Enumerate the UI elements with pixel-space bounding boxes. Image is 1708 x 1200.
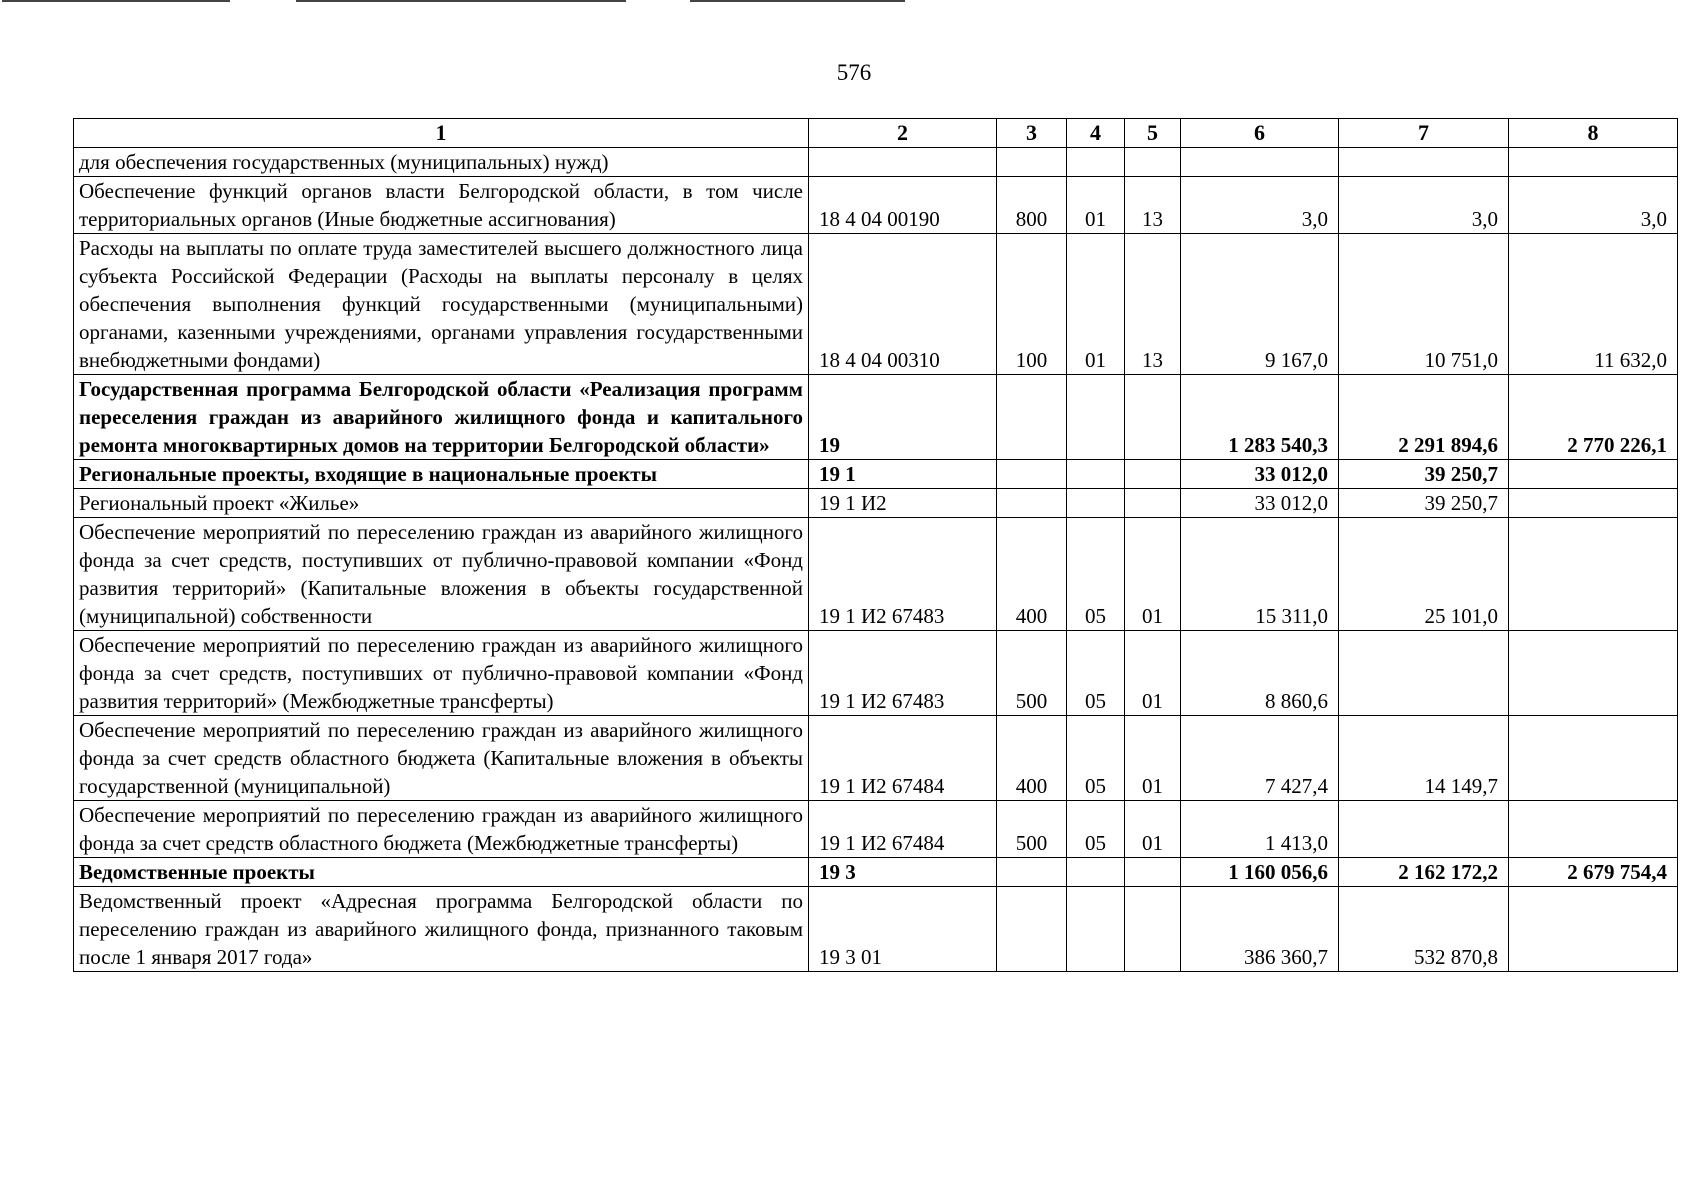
row-value-col6: 9 167,0 (1181, 234, 1339, 375)
row-value-col6 (1181, 148, 1339, 177)
row-value-col8: 2 679 754,4 (1509, 858, 1678, 887)
row-col4: 01 (1067, 234, 1125, 375)
row-value-col7 (1339, 148, 1509, 177)
row-description: Ведомственные проекты (74, 858, 809, 887)
row-value-col8 (1509, 489, 1678, 518)
row-value-col7: 39 250,7 (1339, 489, 1509, 518)
row-value-col8: 3,0 (1509, 177, 1678, 234)
column-header: 2 (809, 119, 997, 148)
row-value-col7: 25 101,0 (1339, 518, 1509, 631)
row-value-col6: 33 012,0 (1181, 460, 1339, 489)
row-col3: 400 (997, 716, 1067, 801)
column-header: 4 (1067, 119, 1125, 148)
row-value-col8 (1509, 460, 1678, 489)
row-value-col7: 3,0 (1339, 177, 1509, 234)
table-row (74, 518, 1678, 631)
row-value-col7: 532 870,8 (1339, 887, 1509, 972)
column-header: 6 (1181, 119, 1339, 148)
row-value-col7: 2 291 894,6 (1339, 375, 1509, 460)
row-description: Обеспечение функций органов власти Белгородской области, в том числе территориальных органов (Иные бюджетные ассигнования) (74, 177, 809, 234)
row-col5: 13 (1125, 234, 1181, 375)
row-code: 19 (809, 375, 997, 460)
table-row (74, 489, 1678, 518)
row-value-col7 (1339, 631, 1509, 716)
column-header: 1 (74, 119, 809, 148)
row-value-col6: 15 311,0 (1181, 518, 1339, 631)
table-row (74, 887, 1678, 972)
row-code: 19 1 И2 (809, 489, 997, 518)
row-col4: 05 (1067, 801, 1125, 858)
budget-table (73, 118, 1678, 972)
column-header: 8 (1509, 119, 1678, 148)
row-col3 (997, 460, 1067, 489)
table-row (74, 234, 1678, 375)
table-header-row (74, 119, 1678, 148)
row-description: Государственная программа Белгородской области «Реализация программ переселения граждан из аварийного жилищного фонда и капитального ремонта многоквартирных домов на территории Белгородской области» (74, 375, 809, 460)
row-col3 (997, 489, 1067, 518)
row-value-col6: 3,0 (1181, 177, 1339, 234)
row-code: 19 1 И2 67484 (809, 716, 997, 801)
row-col4 (1067, 375, 1125, 460)
row-col4 (1067, 489, 1125, 518)
row-value-col7: 2 162 172,2 (1339, 858, 1509, 887)
row-value-col7: 14 149,7 (1339, 716, 1509, 801)
row-col5 (1125, 460, 1181, 489)
table-row (74, 148, 1678, 177)
table-row (74, 858, 1678, 887)
row-col3: 400 (997, 518, 1067, 631)
row-value-col6: 1 413,0 (1181, 801, 1339, 858)
row-description: Обеспечение мероприятий по переселению граждан из аварийного жилищного фонда за счет средств, поступивших от публично-правовой компании «Фонд развития территорий» (Межбюджетные трансферты) (74, 631, 809, 716)
row-value-col6: 7 427,4 (1181, 716, 1339, 801)
row-col5: 01 (1125, 801, 1181, 858)
row-value-col8 (1509, 518, 1678, 631)
row-col4 (1067, 858, 1125, 887)
row-col3 (997, 858, 1067, 887)
row-value-col8 (1509, 716, 1678, 801)
row-col4: 05 (1067, 631, 1125, 716)
row-value-col7: 10 751,0 (1339, 234, 1509, 375)
row-col3: 100 (997, 234, 1067, 375)
row-code: 19 1 И2 67483 (809, 631, 997, 716)
row-value-col8 (1509, 631, 1678, 716)
row-code: 19 1 И2 67484 (809, 801, 997, 858)
row-col4 (1067, 148, 1125, 177)
row-description: Обеспечение мероприятий по переселению граждан из аварийного жилищного фонда за счет средств, поступивших от публично-правовой компании «Фонд развития территорий» (Капитальные вложения в объекты государственной (муниципальной) собственности (74, 518, 809, 631)
row-col5: 13 (1125, 177, 1181, 234)
row-col3 (997, 375, 1067, 460)
row-col5: 01 (1125, 518, 1181, 631)
table-row (74, 631, 1678, 716)
row-col4 (1067, 887, 1125, 972)
row-code: 19 1 (809, 460, 997, 489)
row-col3: 500 (997, 631, 1067, 716)
column-header: 3 (997, 119, 1067, 148)
row-code: 18 4 04 00190 (809, 177, 997, 234)
table-row (74, 801, 1678, 858)
row-col4: 05 (1067, 716, 1125, 801)
row-col4: 01 (1067, 177, 1125, 234)
table-row (74, 177, 1678, 234)
table-body (74, 148, 1678, 972)
row-value-col8: 2 770 226,1 (1509, 375, 1678, 460)
page-number: 576 (836, 60, 872, 85)
row-description: Региональные проекты, входящие в национальные проекты (74, 460, 809, 489)
row-value-col6: 8 860,6 (1181, 631, 1339, 716)
row-col5 (1125, 887, 1181, 972)
row-value-col8 (1509, 887, 1678, 972)
row-value-col6: 33 012,0 (1181, 489, 1339, 518)
table-row (74, 375, 1678, 460)
column-header: 5 (1125, 119, 1181, 148)
row-value-col7 (1339, 801, 1509, 858)
row-value-col6: 386 360,7 (1181, 887, 1339, 972)
row-col5 (1125, 148, 1181, 177)
row-col3: 800 (997, 177, 1067, 234)
row-col3 (997, 148, 1067, 177)
row-col4: 05 (1067, 518, 1125, 631)
row-description: Ведомственный проект «Адресная программа Белгородской области по переселению граждан из аварийного жилищного фонда, признанного таковым после 1 января 2017 года» (74, 887, 809, 972)
row-col3 (997, 887, 1067, 972)
row-value-col6: 1 283 540,3 (1181, 375, 1339, 460)
row-code (809, 148, 997, 177)
row-value-col6: 1 160 056,6 (1181, 858, 1339, 887)
row-value-col8 (1509, 148, 1678, 177)
table-row (74, 460, 1678, 489)
row-code: 19 1 И2 67483 (809, 518, 997, 631)
row-description: Обеспечение мероприятий по переселению граждан из аварийного жилищного фонда за счет средств областного бюджета (Межбюджетные трансферты) (74, 801, 809, 858)
scan-artifact-lines (0, 0, 1708, 4)
row-value-col7: 39 250,7 (1339, 460, 1509, 489)
row-description: для обеспечения государственных (муниципальных) нужд) (74, 148, 809, 177)
row-col5: 01 (1125, 716, 1181, 801)
row-value-col8: 11 632,0 (1509, 234, 1678, 375)
row-description: Региональный проект «Жилье» (74, 489, 809, 518)
row-code: 19 3 01 (809, 887, 997, 972)
row-col5 (1125, 375, 1181, 460)
row-col5 (1125, 858, 1181, 887)
row-description: Расходы на выплаты по оплате труда заместителей высшего должностного лица субъекта Российской Федерации (Расходы на выплаты персоналу в целях обеспечения выполнения функций государственными (муниципальными) органами, казенными учреждениями, органами управления государственными внебюджетными фондами) (74, 234, 809, 375)
row-value-col8 (1509, 801, 1678, 858)
row-col3: 500 (997, 801, 1067, 858)
row-col5: 01 (1125, 631, 1181, 716)
row-code: 18 4 04 00310 (809, 234, 997, 375)
row-description: Обеспечение мероприятий по переселению граждан из аварийного жилищного фонда за счет средств областного бюджета (Капитальные вложения в объекты государственной (муниципальной) (74, 716, 809, 801)
row-col4 (1067, 460, 1125, 489)
row-col5 (1125, 489, 1181, 518)
table-row (74, 716, 1678, 801)
column-header: 7 (1339, 119, 1509, 148)
row-code: 19 3 (809, 858, 997, 887)
